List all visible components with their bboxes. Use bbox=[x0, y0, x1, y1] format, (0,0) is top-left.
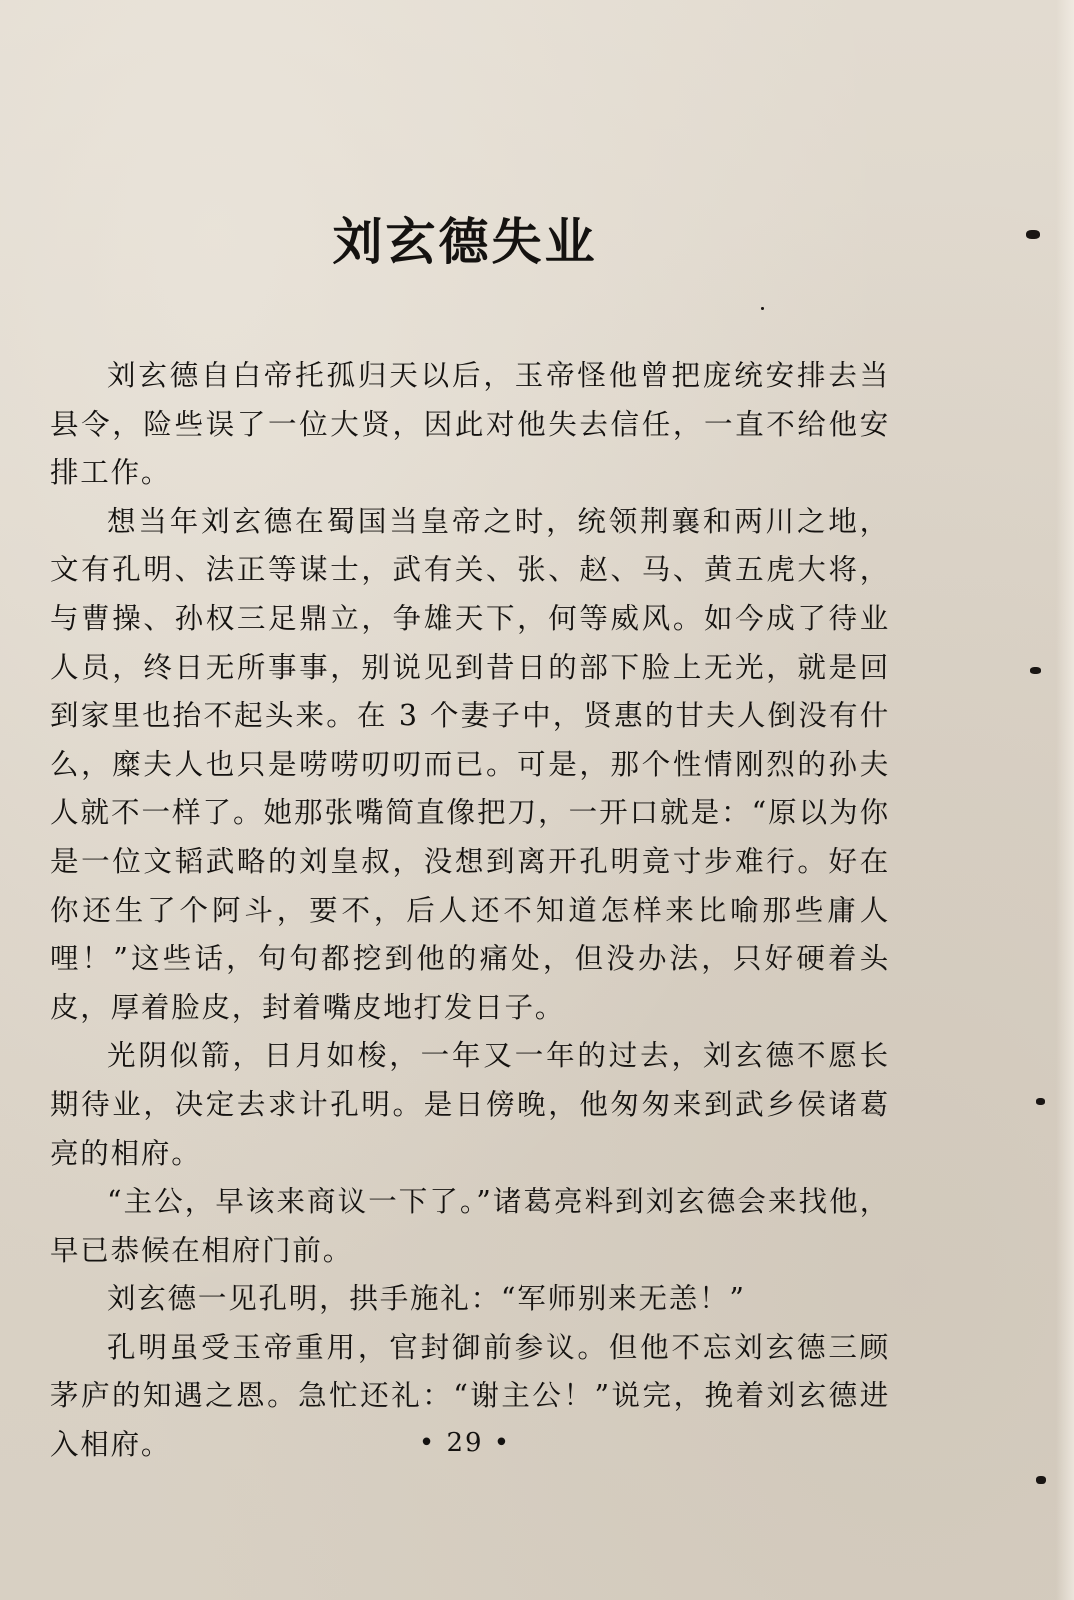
ink-speck bbox=[1036, 1098, 1045, 1105]
ink-speck bbox=[761, 307, 764, 310]
paragraph: 孔明虽受玉帝重用，官封御前参议。但他不忘刘玄德三顾茅庐的知遇之恩。急忙还礼：“谢主公！”说完，挽着刘玄德进入相府。 bbox=[50, 1330, 890, 1462]
page-edge bbox=[1056, 0, 1074, 1600]
ink-speck bbox=[1026, 230, 1040, 239]
page-number: • 29 • bbox=[418, 1428, 512, 1458]
paragraph: 光阴似箭，日月如梭，一年又一年的过去，刘玄德不愿长期待业，决定去求计孔明。是日傍晚，他匆匆来到武乡侯诸葛亮的相府。 bbox=[50, 1039, 890, 1170]
paragraph: 想当年刘玄德在蜀国当皇帝之时，统领荆襄和两川之地，文有孔明、法正等谋士，武有关、张、赵、马、黄五虎大将，与曹操、孙权三足鼎立，争雄天下，何等威风。如今成了待业人员，终日无所事事，别说见到昔日的部下脸上无光，就是回到家里也抬不起头来。在 3 个妻子中，贤惠的甘夫人倒没有什么，糜夫人也只是唠唠叨叨而已。可是，那个性情刚烈的孙夫人就不一样了。她那张嘴简直像把刀，一开口就是：“原以为你是一位文韬武略的刘皇叔，没想到离开孔明竟寸步难行。好在你还生了个阿斗，要不，后人还不知道怎样来比喻那些庸人哩！”这些话，句句都挖到他的痛处，但没办法，只好硬着头皮，厚着脸皮，封着嘴皮地打发日子。 bbox=[50, 504, 890, 1024]
chapter-title: 刘玄德失业 bbox=[332, 213, 598, 271]
paragraph: “主公，早该来商议一下了。”诸葛亮料到刘玄德会来找他，早已恭候在相府门前。 bbox=[50, 1185, 890, 1267]
paragraph: 刘玄德自白帝托孤归天以后，玉帝怪他曾把庞统安排去当县令，险些误了一位大贤，因此对他失去信任，一直不给他安排工作。 bbox=[50, 359, 890, 490]
ink-speck bbox=[1030, 667, 1041, 674]
paragraph: 刘玄德一见孔明，拱手施礼：“军师别来无恙！” bbox=[107, 1282, 746, 1316]
ink-speck bbox=[1036, 1476, 1046, 1484]
chapter-body bbox=[50, 352, 890, 1470]
